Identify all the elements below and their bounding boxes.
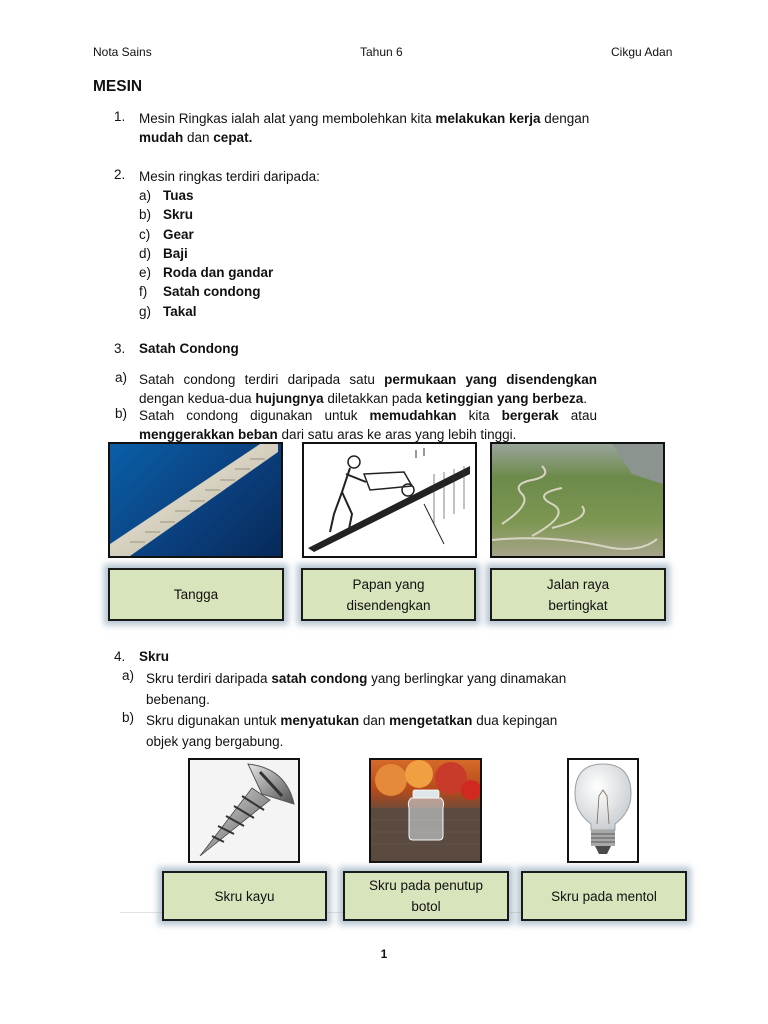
- section2-intro: Mesin ringkas terdiri daripada:: [139, 169, 320, 184]
- list-item-label: Roda dan gandar: [163, 265, 274, 281]
- list-item: [139, 302, 273, 321]
- wood-screw-image: [188, 758, 300, 863]
- caption-papan: Papan yang disendengkan: [301, 568, 476, 621]
- header-right: Cikgu Adan: [611, 45, 673, 59]
- section3-a-letter: a): [115, 370, 128, 385]
- list-item-letter: f): [139, 284, 148, 300]
- section4-b-text: Skru digunakan untuk menyatukan dan mengetatkan dua kepingan objek yang bergabung.: [146, 713, 558, 749]
- section3-b-letter: b): [115, 406, 128, 421]
- section3-a-text: Satah condong terdiri daripada satu permukaan yang disendengkan dengan kedua-dua hujungnya diletakkan pada ketinggian yang berbeza.: [139, 372, 597, 406]
- section4-a-text: Skru terdiri daripada satah condong yang berlingkar yang dinamakan bebenang.: [146, 671, 567, 707]
- winding-road-image: [490, 442, 665, 558]
- bottle-illustration: [371, 760, 480, 861]
- wheelbarrow-ramp-illustration: [304, 444, 475, 556]
- section1-number: 1.: [114, 109, 126, 124]
- list-item-label: Baji: [163, 245, 188, 261]
- page-number: 1: [380, 947, 388, 961]
- wood-screw-illustration: [190, 760, 298, 861]
- caption-jalan-raya: Jalan raya bertingkat: [490, 568, 666, 621]
- list-item-label: Gear: [163, 226, 194, 242]
- list-item: [139, 244, 273, 263]
- list-item-letter: b): [139, 207, 152, 223]
- light-bulb-image: [567, 758, 639, 863]
- winding-road-illustration: [492, 444, 663, 556]
- section3-number: 3.: [114, 341, 126, 356]
- caption-skru-botol: Skru pada penutup botol: [343, 871, 509, 921]
- list-item-letter: g): [139, 303, 152, 319]
- list-item-label: Satah condong: [163, 284, 261, 300]
- header-left: Nota Sains: [93, 45, 152, 59]
- caption-skru-kayu: Skru kayu: [162, 871, 327, 921]
- caption-skru-mentol: Skru pada mentol: [521, 871, 687, 921]
- list-item: [139, 186, 273, 205]
- list-item-letter: a): [139, 188, 152, 203]
- list-item-letter: e): [139, 265, 152, 281]
- list-item: [139, 263, 273, 282]
- list-item: [139, 225, 273, 244]
- section4-a-letter: a): [122, 668, 135, 683]
- list-item-letter: c): [139, 226, 151, 242]
- light-bulb-illustration: [569, 760, 637, 861]
- bottle-image: [369, 758, 482, 863]
- list-item: [139, 282, 273, 301]
- section3-b-text: Satah condong digunakan untuk memudahkan kita bergerak atau menggerakkan beban dari satu aras ke aras yang lebih tinggi.: [139, 408, 597, 442]
- section4-heading: Skru: [139, 649, 170, 664]
- wheelbarrow-ramp-image: [302, 442, 477, 558]
- page-title: MESIN: [93, 78, 143, 95]
- section4-b-letter: b): [122, 710, 135, 725]
- staircase-illustration: [110, 444, 281, 556]
- header-center: Tahun 6: [360, 45, 403, 59]
- list-item-label: Tuas: [163, 188, 194, 203]
- list-item: [139, 205, 273, 224]
- list-item-label: Takal: [163, 303, 197, 319]
- section4-number: 4.: [114, 649, 126, 664]
- staircase-image: [108, 442, 283, 558]
- list-item-label: Skru: [163, 207, 194, 223]
- list-item-letter: d): [139, 245, 152, 261]
- section3-heading: Satah Condong: [139, 341, 239, 356]
- section2-number: 2.: [114, 167, 126, 182]
- section1-text: Mesin Ringkas ialah alat yang membolehkan kita melakukan kerja dengan mudah dan cepat.: [139, 111, 590, 145]
- simple-machine-list: [139, 186, 273, 321]
- caption-tangga: Tangga: [108, 568, 284, 621]
